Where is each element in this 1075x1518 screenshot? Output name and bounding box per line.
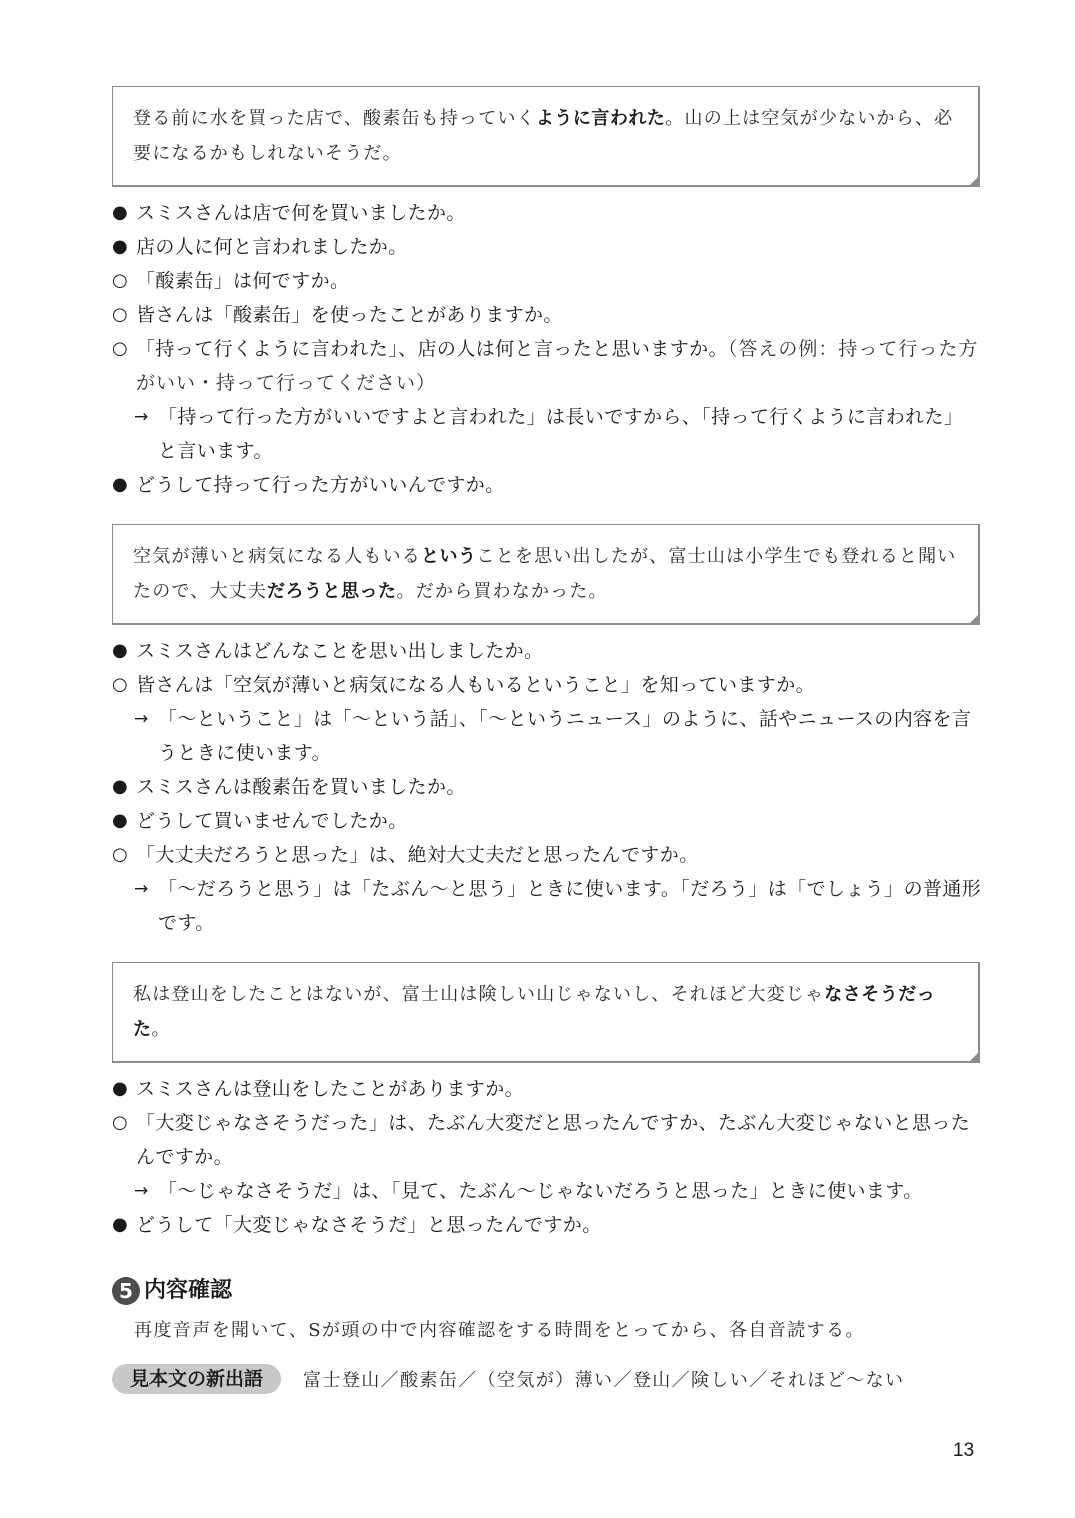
item-text: 店の人に何と言われましたか。 <box>136 236 408 258</box>
explanation-item <box>112 702 982 770</box>
bullet-icon: ○ <box>112 1112 129 1133</box>
question-item <box>112 668 982 702</box>
item-text: 「大変じゃなさそうだった」は、たぶん大変だと思ったんですか、たぶん大変じゃないと思ったんですか。 <box>136 1112 971 1168</box>
item-text: 「～だろうと思う」は「たぶん～と思う」ときに使います。「だろう」は「でしょう」の普通形です。 <box>158 878 982 934</box>
question-list <box>112 196 982 502</box>
bullet-icon: ○ <box>112 270 129 291</box>
item-text: どうして「大変じゃなさそうだ」と思ったんですか。 <box>136 1214 602 1236</box>
model-text-box <box>112 86 980 187</box>
arrow-icon: → <box>134 1181 149 1201</box>
grammar-highlight: だろうと思った <box>267 581 397 602</box>
model-text-segment: 空気が薄いと病気になる人もいる <box>133 546 421 567</box>
question-item <box>112 264 982 298</box>
box-corner-fold <box>968 1051 980 1063</box>
explanation-item <box>112 1174 982 1208</box>
question-list <box>112 634 982 940</box>
model-text-segment: 。 <box>151 1019 171 1040</box>
bullet-icon: ○ <box>112 674 129 695</box>
lesson-blocks <box>112 86 982 1242</box>
vocabulary-label: 見本文の新出語 <box>112 1364 281 1394</box>
model-text-box <box>112 962 980 1063</box>
section-instruction: 再度音声を聞いて、Sが頭の中で内容確認をする時間をとってから、各自音読する。 <box>134 1320 865 1341</box>
bullet-icon: ● <box>112 1214 129 1235</box>
item-text: どうして買いませんでしたか。 <box>136 810 408 832</box>
grammar-highlight: なさそうだった <box>133 984 936 1040</box>
item-text: 皆さんは「酸素缶」を使ったことがありますか。 <box>136 304 563 326</box>
section-number-badge: 5 <box>112 1277 140 1305</box>
question-item <box>112 468 982 502</box>
new-vocabulary <box>112 1364 982 1394</box>
item-text: 「～ということ」は「～という話」、「～というニュース」のように、話やニュースの内容を言うときに使います。 <box>158 708 972 764</box>
bullet-icon: ● <box>112 474 129 495</box>
arrow-icon: → <box>134 407 149 427</box>
explanation-item <box>112 400 982 468</box>
item-text: 「酸素缶」は何ですか。 <box>136 270 350 292</box>
item-text: スミスさんは酸素缶を買いましたか。 <box>136 776 466 798</box>
section-title: 内容確認 <box>144 1278 233 1303</box>
bullet-icon: ● <box>112 1078 129 1099</box>
model-text-segment: ことを思い出したが、富士山は小学生でも登れると聞いたので、大丈夫 <box>133 546 957 602</box>
item-text: スミスさんはどんなことを思い出しましたか。 <box>136 640 544 662</box>
question-item <box>112 1106 982 1174</box>
vocabulary-words: 富士登山／酸素缶／（空気が）薄い／登山／険しい／それほど～ない <box>303 1370 905 1391</box>
item-text: 「持って行くように言われた」、店の人は何と言ったと思いますか。 <box>136 338 728 360</box>
bullet-icon: ● <box>112 236 129 257</box>
page-number: 13 <box>953 1440 975 1461</box>
model-text-box <box>112 524 980 625</box>
grammar-highlight: という <box>421 546 477 567</box>
arrow-icon: → <box>134 879 149 899</box>
question-item <box>112 770 982 804</box>
bullet-icon: ● <box>112 810 129 831</box>
bullet-icon: ● <box>112 640 129 661</box>
question-item <box>112 196 982 230</box>
model-text-segment: 私は登山をしたことはないが、富士山は険しい山じゃないし、それほど大変じゃ <box>133 984 825 1005</box>
bullet-icon: ● <box>112 202 129 223</box>
item-text: 「持って行った方がいいですよと言われた」は長いですから、「持って行くように言われた」と言います。 <box>158 406 964 462</box>
question-item <box>112 1072 982 1106</box>
model-text-segment: 。だから買わなかった。 <box>396 581 608 602</box>
item-text: 「大丈夫だろうと思った」は、絶対大丈夫だと思ったんですか。 <box>136 844 699 866</box>
question-item <box>112 838 982 872</box>
model-text-segment: 。山の上は空気が少ないから、必要になるかもしれないそうだ。 <box>133 108 954 164</box>
page-content <box>112 86 982 1394</box>
item-text: スミスさんは店で何を買いましたか。 <box>136 202 466 224</box>
block-gap <box>112 502 982 524</box>
answer-example-note: （答えの例：持って行った方がいい・持って行ってください） <box>136 338 979 394</box>
box-corner-fold <box>968 175 980 187</box>
bullet-icon: ● <box>112 776 129 797</box>
arrow-icon: → <box>134 709 149 729</box>
question-item <box>112 804 982 838</box>
model-text-segment: 登る前に水を買った店で、酸素缶も持っていく <box>133 108 536 129</box>
item-text: どうして持って行った方がいいんですか。 <box>136 474 505 496</box>
question-item <box>112 634 982 668</box>
question-item <box>112 1208 982 1242</box>
question-list <box>112 1072 982 1242</box>
section-heading <box>112 1274 982 1308</box>
explanation-item <box>112 872 982 940</box>
item-text: スミスさんは登山をしたことがありますか。 <box>136 1078 525 1100</box>
bullet-icon: ○ <box>112 304 129 325</box>
question-item <box>112 298 982 332</box>
item-text: 皆さんは「空気が薄いと病気になる人もいるということ」を知っていますか。 <box>136 674 816 696</box>
question-item <box>112 332 982 400</box>
grammar-highlight: ように言われた <box>535 108 666 129</box>
question-item <box>112 230 982 264</box>
bullet-icon: ○ <box>112 844 129 865</box>
item-text: 「～じゃなさそうだ」は、「見て、たぶん～じゃないだろうと思った」ときに使います。 <box>158 1180 923 1202</box>
block-gap <box>112 940 982 962</box>
box-corner-fold <box>968 613 980 625</box>
bullet-icon: ○ <box>112 338 129 359</box>
